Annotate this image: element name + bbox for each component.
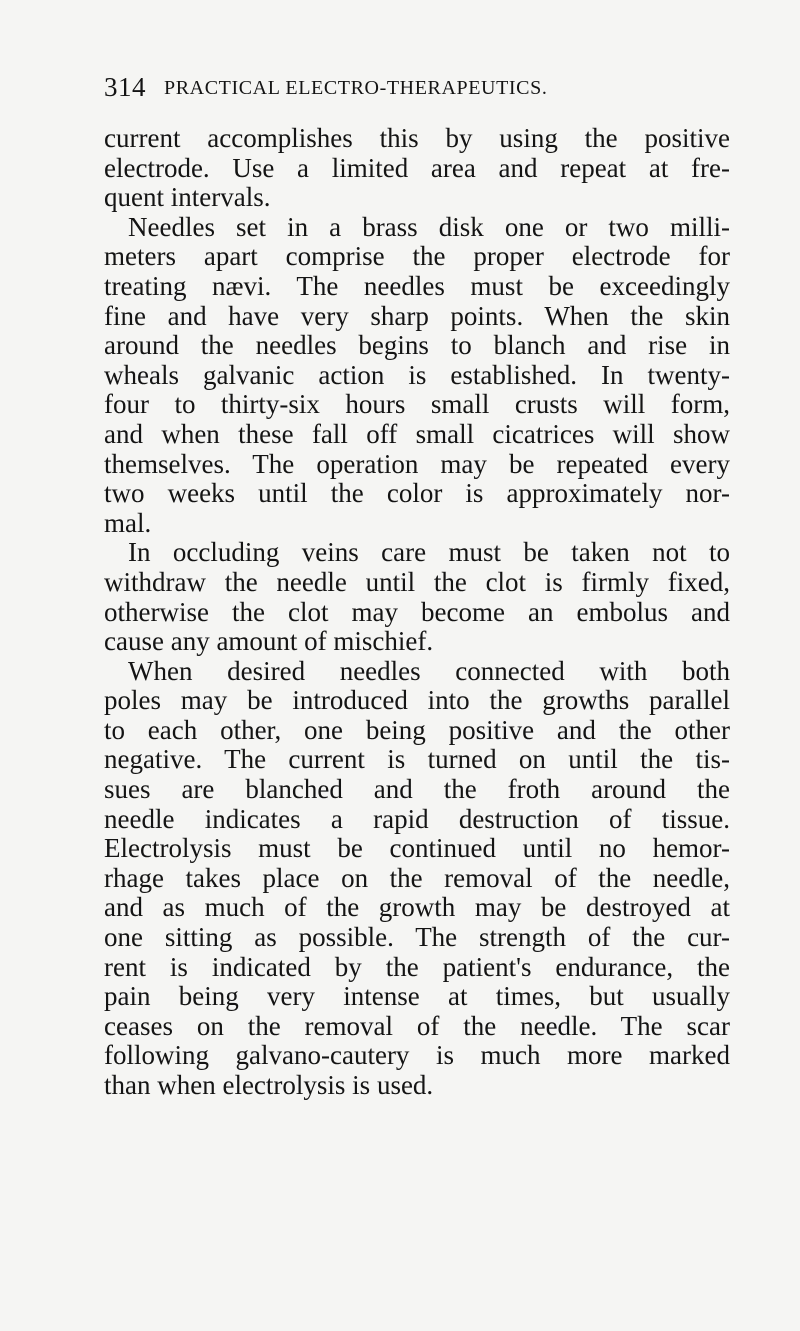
text-line: around the needles begins to blanch and rise in bbox=[104, 330, 730, 361]
text-line: Electrolysis must be continued until no hemor- bbox=[104, 833, 730, 864]
paragraph-4 bbox=[104, 657, 730, 1101]
page-number: 314 bbox=[104, 72, 146, 102]
text-line: rhage takes place on the removal of the needle, bbox=[104, 862, 730, 893]
text-line: Needles set in a brass disk one or two milli- bbox=[128, 211, 730, 242]
text-line: poles may be introduced into the growths parallel bbox=[104, 685, 730, 716]
text-line: to each other, one being positive and the other bbox=[104, 714, 730, 745]
paragraph-1 bbox=[104, 124, 730, 213]
text-line: negative. The current is turned on until the tis- bbox=[104, 744, 730, 775]
text-line: current accomplishes this by using the positive bbox=[104, 123, 730, 153]
text-line: and when these fall off small cicatrices will show bbox=[104, 418, 730, 449]
text-line: In occluding veins care must be taken not to bbox=[128, 537, 730, 568]
text-line: quent intervals. bbox=[104, 182, 271, 213]
text-line: needle indicates a rapid destruction of tissue. bbox=[104, 803, 730, 834]
text-line: and as much of the growth may be destroyed at bbox=[104, 892, 730, 923]
text-line: treating nævi. The needles must be exceedingly bbox=[104, 270, 730, 301]
text-line: following galvano-cautery is much more marked bbox=[104, 1040, 730, 1071]
paragraph-3 bbox=[104, 538, 730, 656]
text-line: ceases on the removal of the needle. The scar bbox=[104, 1010, 730, 1041]
text-line: four to thirty-six hours small crusts will form, bbox=[104, 389, 730, 420]
text-line: pain being very intense at times, but usually bbox=[104, 981, 730, 1012]
text-line: mal. bbox=[104, 507, 152, 538]
paragraph-2 bbox=[104, 213, 730, 539]
text-line: electrode. Use a limited area and repeat at fre- bbox=[104, 152, 730, 183]
text-line: withdraw the needle until the clot is firmly fixed, bbox=[104, 566, 730, 597]
text-line: wheals galvanic action is established. In twenty- bbox=[104, 359, 730, 390]
text-line: than when electrolysis is used. bbox=[104, 1070, 434, 1100]
running-title: PRACTICAL ELECTRO-THERAPEUTICS. bbox=[164, 77, 548, 99]
text-line: When desired needles connected with both bbox=[128, 655, 730, 686]
text-line: one sitting as possible. The strength of the cur- bbox=[104, 922, 730, 953]
text-line: sues are blanched and the froth around the bbox=[104, 774, 730, 805]
text-line: two weeks until the color is approximately nor- bbox=[104, 478, 730, 509]
text-line: otherwise the clot may become an embolus and bbox=[104, 596, 730, 627]
body-text bbox=[104, 124, 730, 1101]
text-line: fine and have very sharp points. When the skin bbox=[104, 300, 730, 331]
text-line: meters apart comprise the proper electrode for bbox=[104, 241, 730, 272]
text-line: rent is indicated by the patient's endurance, the bbox=[104, 951, 730, 982]
text-line: themselves. The operation may be repeated every bbox=[104, 448, 730, 479]
text-line: cause any amount of mischief. bbox=[104, 626, 434, 657]
running-head bbox=[104, 72, 704, 108]
